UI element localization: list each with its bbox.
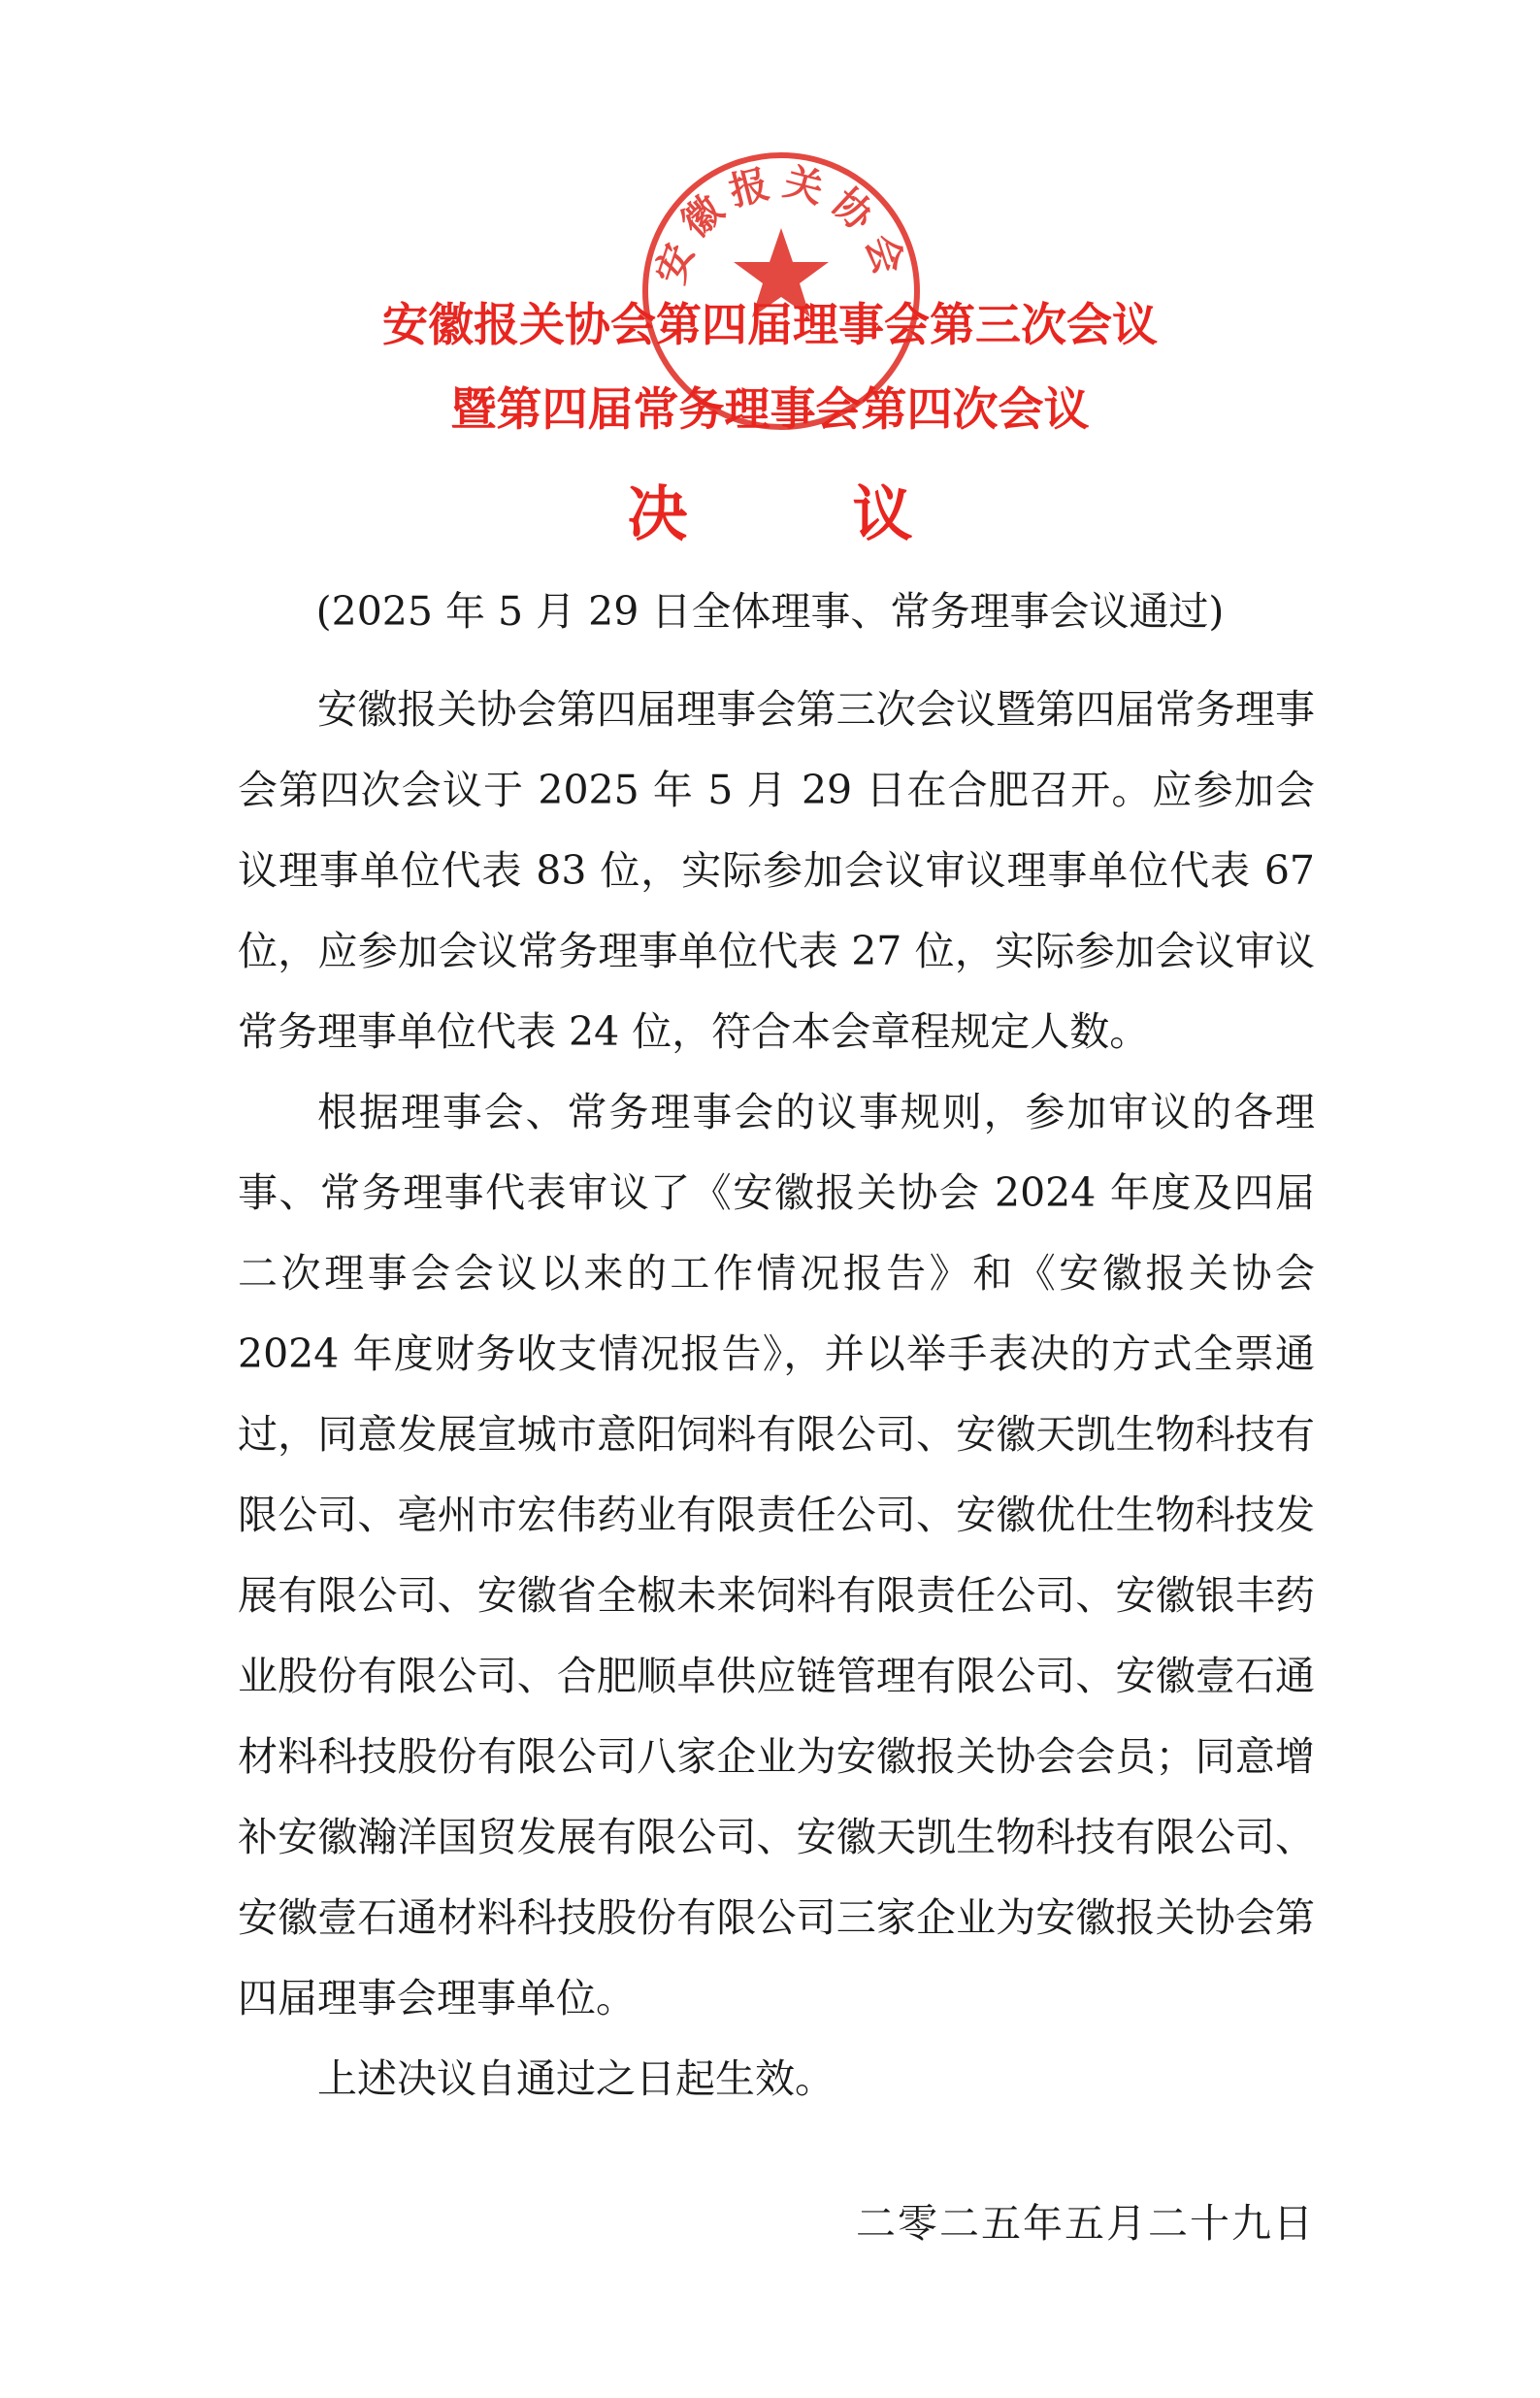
- document-body: [238, 670, 1315, 2119]
- document-date: 二零二五年五月二十九日: [856, 2200, 1315, 2247]
- title-resolution: [0, 466, 1540, 552]
- subtitle-adoption-note: (2025 年 5 月 29 日全体理事、常务理事会议通过): [315, 588, 1225, 635]
- title-line-2: 暨第四届常务理事会第四次会议: [450, 383, 1090, 437]
- title-word-b: 议: [852, 478, 913, 549]
- title-line-1: 安徽报关协会第四届理事会第三次会议: [382, 299, 1158, 352]
- paragraph-resolution-content: 根据理事会、常务理事会的议事规则，参加审议的各理事、常务理事代表审议了《安徽报关协会 2024 年度及四届二次理事会会议以来的工作情况报告》和《安徽报关协会 2024 年度财务收支情况报告》，并以举手表决的方式全票通过，同意发展宣城市意阳饲料有限公司、安徽天凯生物科技有限公司、亳州市宏伟药业有限责任公司、安徽优仕生物科技发展有限公司、安徽省全椒未来饲料有限责任公司、安徽银丰药业股份有限公司、合肥顺卓供应链管理有限公司、安徽壹石通材料科技股份有限公司八家企业为安徽报关协会会员；同意增补安徽瀚洋国贸发展有限公司、安徽天凯生物科技有限公司、安徽壹石通材料科技股份有限公司三家企业为安徽报关协会第四届理事会理事单位。: [238, 1089, 1315, 2021]
- paragraph-effective: 上述决议自通过之日起生效。: [317, 2055, 835, 2102]
- title-word-a: 决: [627, 478, 688, 549]
- paragraph-meeting-info: 安徽报关协会第四届理事会第三次会议暨第四届常务理事会第四次会议于 2025 年 5 月 29 日在合肥召开。应参加会议理事单位代表 83 位，实际参加会议审议理事单位代表 67 位，应参加会议常务理事单位代表 27 位，实际参加会议审议常务理事单位代表 24 位，符合本会章程规定人数。: [238, 686, 1315, 1055]
- seal-text: 安徽报关协会: [647, 158, 915, 289]
